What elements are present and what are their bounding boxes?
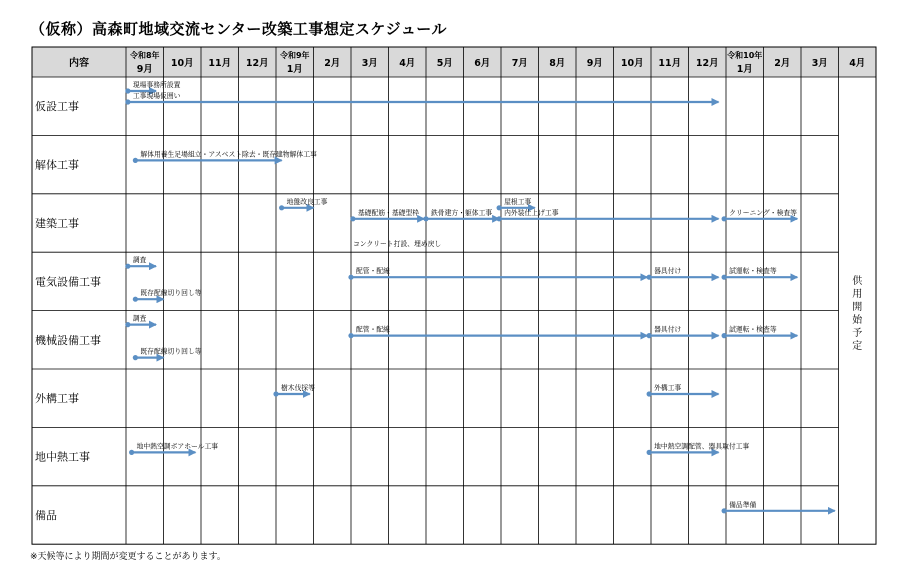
month-label: 9月 [586,58,603,69]
row-label: 仮設工事 [35,100,79,114]
page-title: （仮称）高森町地域交流センター改築工事想定スケジュール [30,20,448,38]
month-label: 11月 [208,58,232,69]
service-start-note-char: 予 [852,328,863,340]
task-label: 工事現場仮囲い [132,92,181,100]
month-label: 9月 [136,64,153,75]
task-label: 既存配線切り回し等 [140,289,202,298]
month-label: 2月 [324,58,341,69]
month-label: 11月 [658,58,682,69]
row-label: 外構工事 [35,392,79,406]
month-label: 10月 [620,58,644,69]
month-label: 3月 [811,58,828,69]
service-start-note-char: 開 [852,302,863,314]
task-label: 樹木伐採等 [281,384,315,392]
month-era-label: 令和9年 [279,51,310,60]
task-label: 基礎配筋・基礎型枠 [357,208,420,217]
row-label: 電気設備工事 [35,275,101,289]
task-label: 鉄骨建方・躯体工事 [431,208,493,217]
month-era-label: 令和10年 [727,51,763,60]
task-label: 試運転・検査等 [729,267,777,276]
task-label: 備品準備 [729,500,757,509]
task-label: 既存配線切り回し等 [140,347,202,356]
service-start-note-char: 用 [852,289,863,301]
task-label: 現場事務所設置 [132,81,181,89]
task-label: 配管・配線 [356,267,390,276]
task-label: 配管・配線 [356,325,390,334]
task-label: 屋根工事 [504,197,532,206]
task-label: 地中熱空調ボアホール工事 [136,442,219,451]
task-label: 解体用養生足場組立・アスベスト除去・既存建物解体工事 [140,150,317,159]
task-label: 試運転・検査等 [729,325,777,334]
task-label: 器具付け [654,267,682,276]
month-label: 1月 [286,64,303,75]
month-label: 2月 [774,58,791,69]
month-label: 12月 [695,58,719,69]
month-label: 3月 [361,58,378,69]
month-label: 4月 [849,58,866,69]
task-label: 調査 [132,256,147,265]
task-label: 地中熱空調配管、器具取付工事 [654,442,750,451]
month-label: 4月 [399,58,416,69]
task-label: 調査 [132,314,147,323]
month-label: 6月 [474,58,491,69]
task-label: 器具付け [654,325,682,334]
month-label: 12月 [245,58,269,69]
header-label: 内容 [69,58,89,69]
row-label: 解体工事 [35,158,79,172]
task-label: 地盤改良工事 [286,197,328,206]
task-label: クリーニング・検査等 [729,208,797,217]
row-label: 備品 [35,509,57,522]
task-note: コンクリート打設、埋め戻し [353,239,442,248]
month-label: 10月 [170,58,194,69]
service-start-note-char: 定 [852,341,863,353]
month-label: 1月 [736,64,753,75]
task-label: 内外装仕上げ工事 [504,208,559,217]
service-start-note-char: 供 [852,276,863,288]
task-label: 外構工事 [654,384,682,392]
row-label: 地中熱工事 [35,450,90,464]
service-start-note-char: 始 [852,315,863,327]
row-label: 建築工事 [35,217,79,230]
month-era-label: 令和8年 [129,51,160,60]
month-label: 8月 [549,58,566,69]
footnote: ※天候等により期間が変更することがあります。 [30,552,226,562]
month-label: 7月 [511,58,528,69]
row-label: 機械設備工事 [35,333,101,347]
month-label: 5月 [436,58,453,69]
